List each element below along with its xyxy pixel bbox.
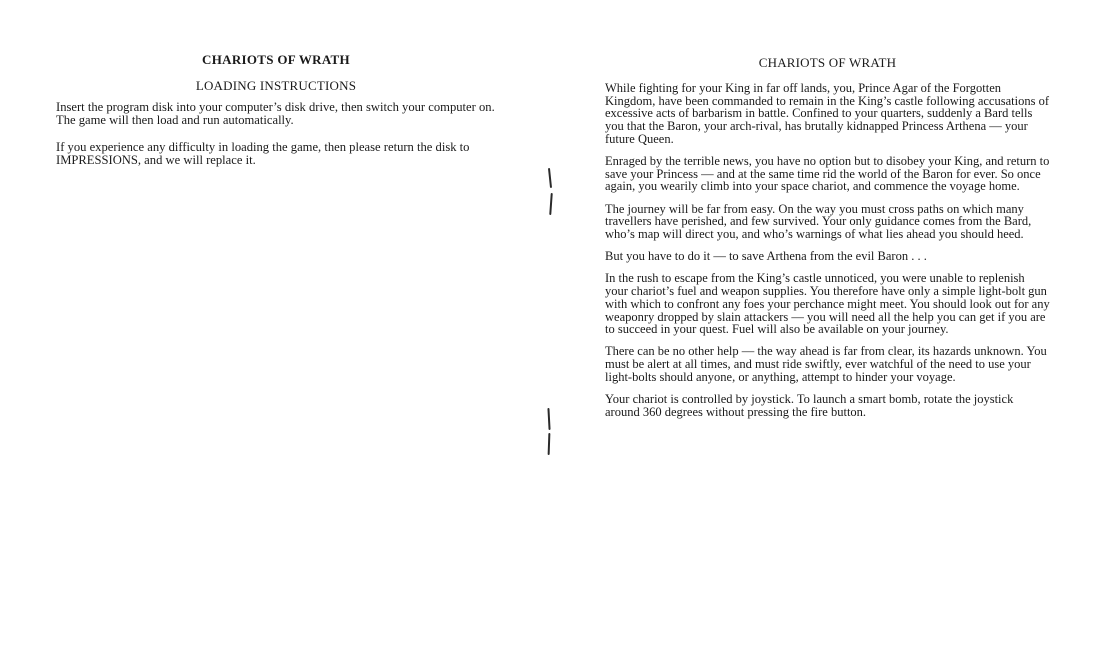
story-paragraph: There can be no other help — the way ahead is far from clear, its hazards unknown. You must be alert at all times, and must ride swiftly, ever watchful of the need to use your light-bolts should anyone, or anything, attempt to hinder your voyage. [605,344,1047,384]
right-page-title: CHARIOTS OF WRATH [758,55,897,70]
story-paragraph: While fighting for your King in far off lands, you, Prince Agar of the Forgotten Kingdom, have been commanded to remain in the King’s castle following accusations of excessive acts of barbarism in battle. Confined to your quarters, suddenly a Bard tells you that the Baron, your arch-rival, has brutally kidnapped Princess Arthena — your future Queen. [605,81,1049,146]
story-body [605,82,1050,428]
left-page-title: CHARIOTS OF WRATH [202,52,350,67]
story-paragraph: Enraged by the terrible news, you have no option but to disobey your King, and return to save your Princess — and at the same time rid the world of the Baron for ever. So once again, you wearily climb into your space chariot, and commence the voyage home. [605,154,1050,194]
loading-instructions-heading: LOADING INSTRUCTIONS [195,78,357,93]
staple-mark [549,193,553,215]
controls-paragraph: Your chariot is controlled by joystick. To launch a smart bomb, rotate the joystick around 360 degrees without pressing the fire button. [605,392,1014,419]
staple-mark [548,433,551,455]
staple-mark [548,168,552,188]
difficulty-paragraph: If you experience any difficulty in loading the game, then please return the disk to IMPRESSIONS, and we will replace it. [56,140,470,167]
story-paragraph: But you have to do it — to save Arthena from the evil Baron . . . [605,249,927,264]
staple-mark [547,408,550,430]
loading-paragraph: Insert the program disk into your computer’s disk drive, then switch your computer on. The game will then load and run automatically. [56,100,495,127]
story-paragraph: In the rush to escape from the King’s castle unnoticed, you were unable to replenish your chariot’s fuel and weapon supplies. You therefore have only a simple light-bolt gun with which to confront any foes your perchance might meet. You should look out for any weaponry dropped by slain attackers — you will need all the help you can get if you are to succeed in your quest. Fuel will also be available on your journey. [605,271,1050,337]
story-paragraph: The journey will be far from easy. On the way you must cross paths on which many travellers have perished, and few survived. Your only guidance comes from the Bard, who’s map will direct you, and who’s warnings of what lies ahead you should heed. [605,201,1032,242]
